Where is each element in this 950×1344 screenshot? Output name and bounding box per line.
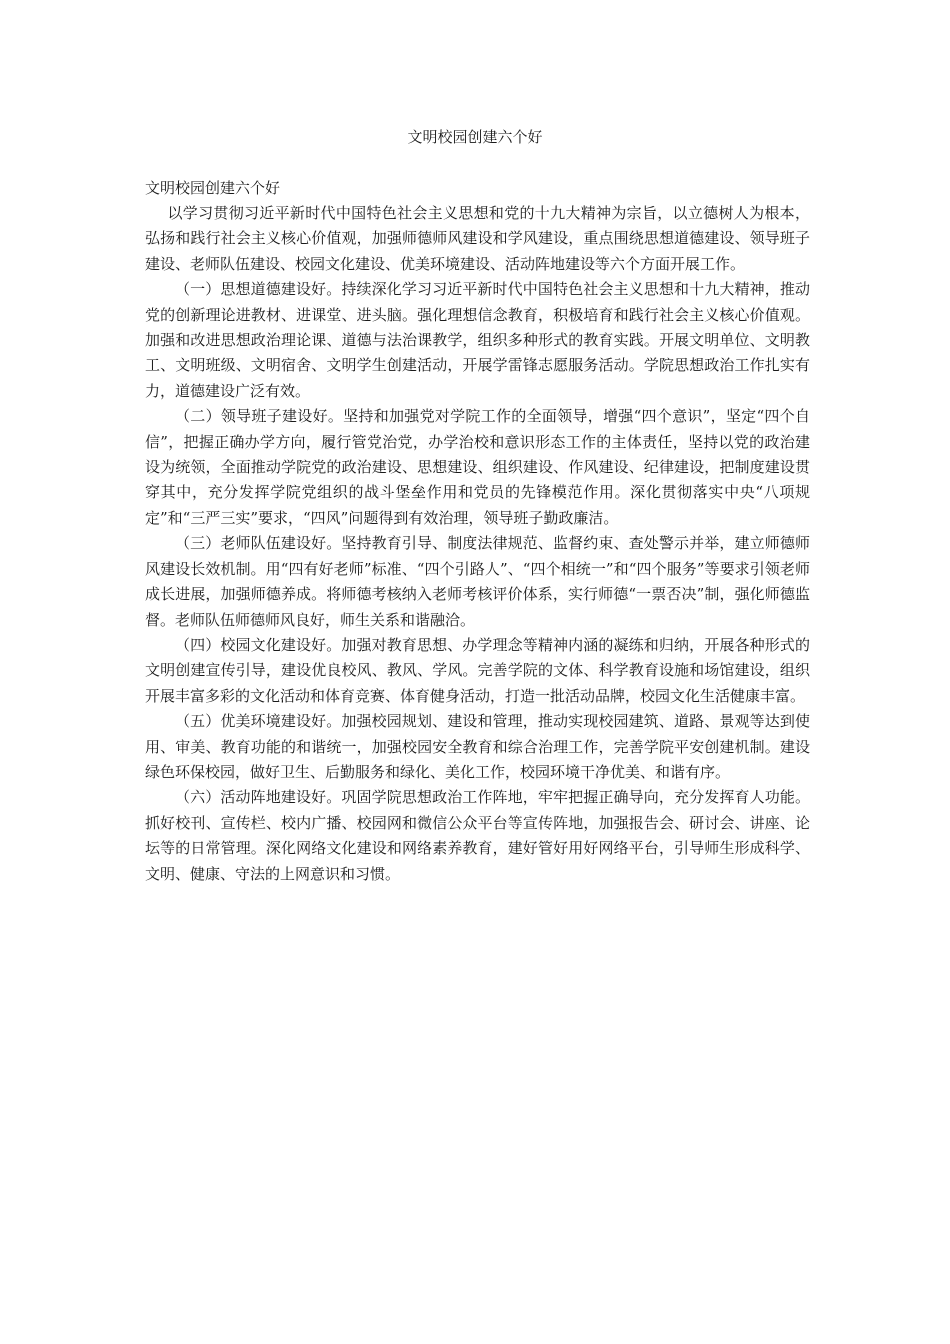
section-paragraph-5: （五）优美环境建设好。加强校园规划、建设和管理，推动实现校园建筑、道路、景观等达到使用、审美、教育功能的和谐统一，加强校园安全教育和综合治理工作，完善学院平安创建机制。建设绿色环保校园，做好卫生、后勤服务和绿化、美化工作，校园环境干净优美、和谐有序。 (145, 712, 810, 781)
section-paragraph-2: （二）领导班子建设好。坚持和加强党对学院工作的全面领导，增强“四个意识”，坚定“四个自信”，把握正确办学方向，履行管党治党，办学治校和意识形态工作的主体责任，坚持以党的政治建设为统领，全面推动学院党的政治建设、思想建设、组织建设、作风建设、纪律建设，把制度建设贯穿其中，充分发挥学院党组织的战斗堡垒作用和党员的先锋模范作用。深化贯彻落实中央“八项规定”和“三严三实”要求，“四风”问题得到有效治理，领导班子勤政廉洁。 (145, 407, 810, 527)
intro-paragraph: 以学习贯彻习近平新时代中国特色社会主义思想和党的十九大精神为宗旨，以立德树人为根本，弘扬和践行社会主义核心价值观，加强师德师风建设和学风建设，重点围绕思想道德建设、领导班子建设、老师队伍建设、校园文化建设、优美环境建设、活动阵地建设等六个方面开展工作。 (145, 204, 810, 273)
document-title: 文明校园创建六个好 (407, 128, 543, 146)
section-paragraph-6: （六）活动阵地建设好。巩固学院思想政治工作阵地，牢牢把握正确导向，充分发挥育人功能。抓好校刊、宣传栏、校内广播、校园网和微信公众平台等宣传阵地，加强报告会、研讨会、讲座、论坛等的日常管理。深化网络文化建设和网络素养教育，建好管好用好网络平台，引导师生形成科学、文明、健康、守法的上网意识和习惯。 (145, 788, 810, 883)
section-paragraph-4: （四）校园文化建设好。加强对教育思想、办学理念等精神内涵的凝练和归纳，开展各种形式的文明创建宣传引导，建设优良校风、教风、学风。完善学院的文体、科学教育设施和场馆建设，组织开展丰富多彩的文化活动和体育竞赛、体育健身活动，打造一批活动品牌，校园文化生活健康丰富。 (145, 635, 810, 705)
section-paragraph-3: （三）老师队伍建设好。坚持教育引导、制度法律规范、监督约束、查处警示并举，建立师德师风建设长效机制。用“四有好老师”标准、“四个引路人”、“四个相统一”和“四个服务”等要求引领老师成长进展，加强师德养成。将师德考核纳入老师考核评价体系，实行师德“一票否决”制，强化师德监督。老师队伍师德师风良好，师生关系和谐融洽。 (145, 534, 810, 629)
document-subtitle: 文明校园创建六个好 (145, 179, 281, 197)
document-body (145, 176, 810, 887)
section-paragraph-1: （一）思想道德建设好。持续深化学习习近平新时代中国特色社会主义思想和十九大精神，推动党的创新理论进教材、进课堂、进头脑。强化理想信念教育，积极培育和践行社会主义核心价值观。加强和改进思想政治理论课、道德与法治课教学，组织多种形式的教育实践。开展文明单位、文明教工、文明班级、文明宿舍、文明学生创建活动，开展学雷锋志愿服务活动。学院思想政治工作扎实有力，道德建设广泛有效。 (145, 280, 810, 400)
